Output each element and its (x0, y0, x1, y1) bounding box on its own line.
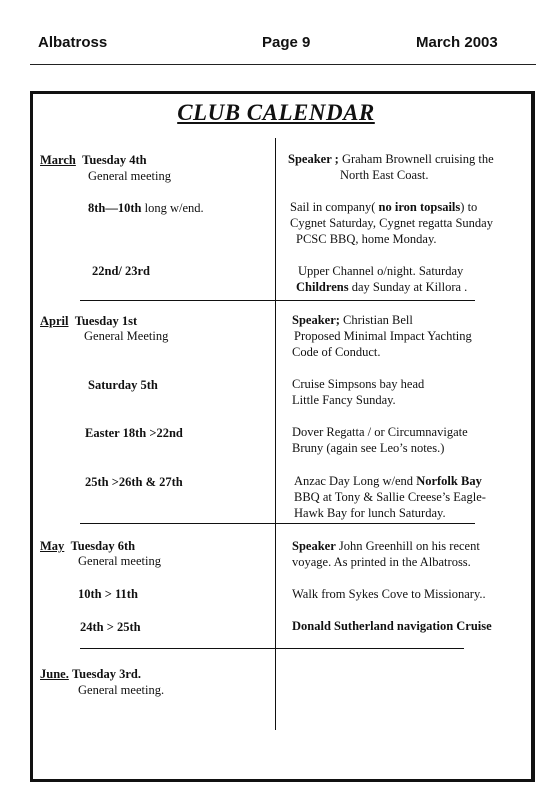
month-label: April (40, 314, 69, 328)
month-label: March (40, 153, 76, 167)
event-date: 10th > 11th (78, 587, 138, 601)
event-description (294, 473, 482, 489)
speaker-label: Speaker; (292, 313, 340, 327)
event-description (290, 199, 477, 215)
column-divider (275, 138, 276, 730)
divider-april-may (80, 523, 475, 524)
event-date: 22nd/ 23rd (92, 264, 151, 278)
event-description (288, 151, 494, 167)
description-text: Walk from Sykes Cove to Missionary.. (292, 587, 486, 601)
description-text: BBQ at Tony & Sallie Creese’s Eagle- (294, 490, 486, 504)
issue-date: March 2003 (416, 34, 498, 51)
description-text: PCSC BBQ, home Monday. (296, 232, 437, 246)
page-title: CLUB CALENDAR (177, 100, 375, 125)
month-label: June. (40, 667, 69, 681)
description-text: Graham Brownell cruising the (338, 152, 494, 166)
description-text: day Sunday at Killora . (348, 280, 468, 294)
april-entry (40, 313, 137, 329)
event-date: Easter 18th >22nd (85, 426, 183, 440)
newsletter-name: Albatross (38, 34, 108, 51)
divider-may-june (80, 648, 464, 649)
event-description (292, 538, 480, 554)
description-text: North East Coast. (340, 168, 429, 182)
description-text: Dover Regatta / or Circumnavigate (292, 425, 468, 439)
event-date: Tuesday 6th (70, 539, 136, 553)
description-text: John Greenhill on his recent (335, 539, 480, 553)
description-text: Christian Bell (339, 313, 413, 327)
may-entry (40, 538, 135, 554)
june-entry (40, 666, 141, 682)
description-emphasis: Childrens (296, 280, 349, 294)
event-date: 8th—10th (88, 201, 142, 215)
divider-march-april (80, 300, 475, 301)
event-date: Tuesday 3rd. (71, 667, 141, 681)
speaker-label: Speaker (292, 539, 336, 553)
event-description (292, 312, 413, 328)
speaker-label: Speaker ; (288, 152, 339, 166)
event-subtitle: General meeting (78, 554, 161, 568)
header-rule (30, 64, 536, 65)
description-emphasis: Norfolk Bay (416, 474, 482, 488)
event-date: Tuesday 4th (82, 153, 147, 167)
event-date-row (88, 200, 204, 216)
description-text: Cruise Simpsons bay head (292, 377, 425, 391)
description-text: Little Fancy Sunday. (292, 393, 396, 407)
description-text: Upper Channel o/night. Saturday (298, 264, 464, 278)
event-date: Saturday 5th (88, 378, 158, 392)
event-subtitle: General meeting. (78, 683, 165, 697)
event-description (296, 279, 467, 295)
description-text: Anzac Day Long w/end (294, 474, 417, 488)
event-date: 24th > 25th (80, 620, 141, 634)
description-text: Sail in company( (290, 200, 376, 214)
event-subtitle: General Meeting (84, 329, 169, 343)
event-date: Tuesday 1st (74, 314, 138, 328)
month-label: May (40, 539, 65, 553)
description-emphasis: no iron topsails (375, 200, 461, 214)
description-text: Proposed Minimal Impact Yachting (294, 329, 472, 343)
event-description: Donald Sutherland navigation Cruise (292, 619, 492, 633)
event-date: 25th >26th & 27th (85, 475, 183, 489)
page-number: Page 9 (262, 34, 311, 51)
description-text: Hawk Bay for lunch Saturday. (294, 506, 446, 520)
description-text: Bruny (again see Leo’s notes.) (292, 441, 445, 455)
march-entry (40, 152, 147, 168)
event-subtitle: General meeting (88, 169, 171, 183)
description-text: voyage. As printed in the Albatross. (292, 555, 471, 569)
description-text: Code of Conduct. (292, 345, 381, 359)
description-text: Cygnet Saturday, Cygnet regatta Sunday (290, 216, 493, 230)
description-text: ) to (460, 200, 478, 214)
event-date-suffix: long w/end. (141, 201, 204, 215)
